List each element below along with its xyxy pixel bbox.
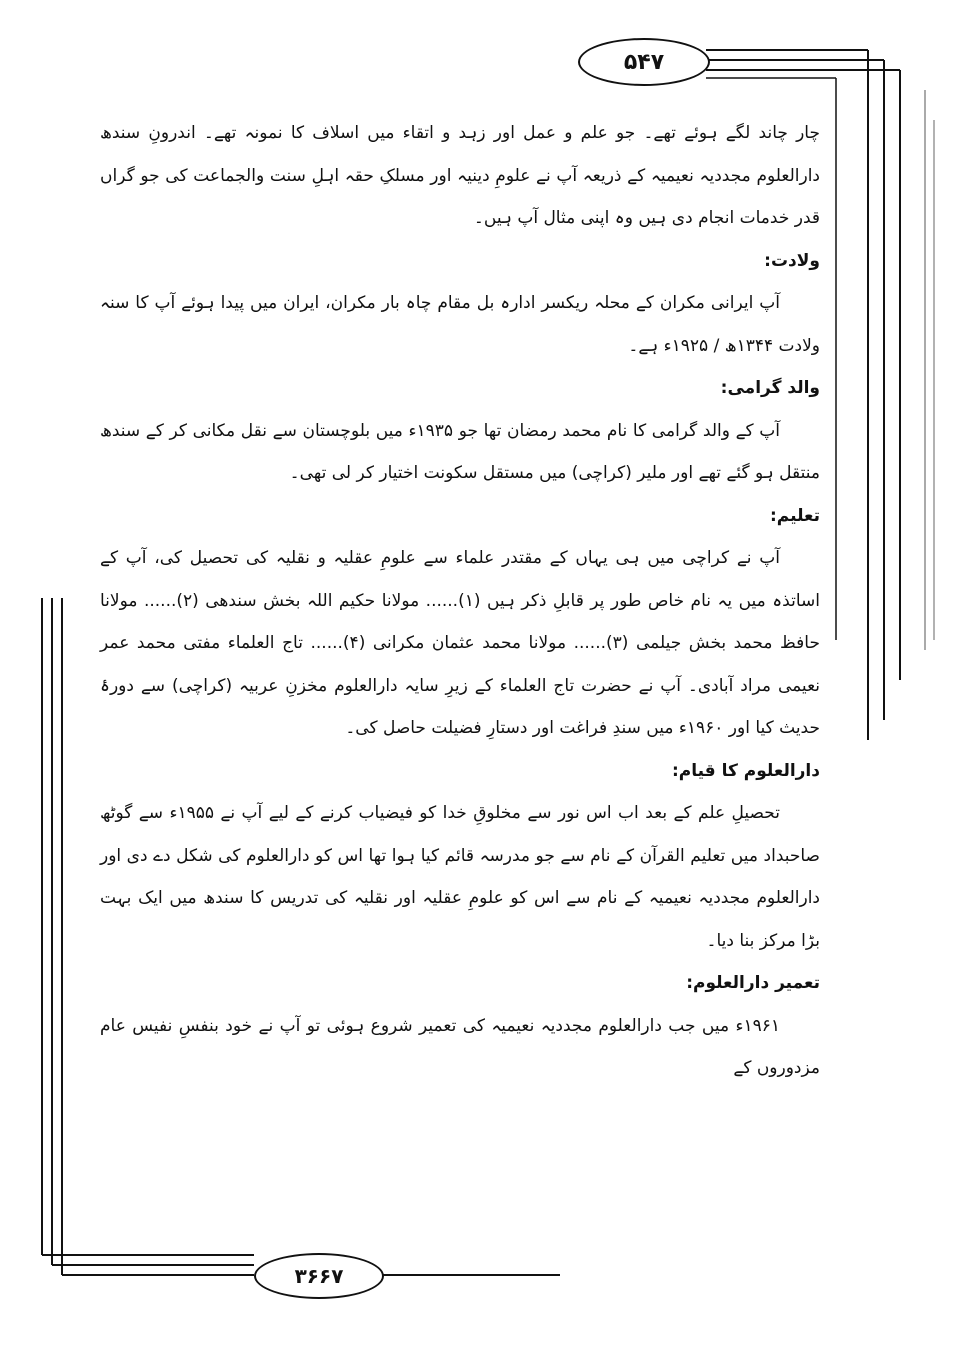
page-number-top: ۵۴۷ (578, 38, 710, 86)
section-heading: دارالعلوم کا قیام: (671, 760, 820, 781)
body-paragraph: آپ ایرانی مکران کے محلہ ریکسر ادارہ بل مقام چاہ بار مکران، ایران میں پیدا ہوئے آپ کا سنہ ولادت ۱۳۴۴ھ / ۱۹۲۵ء ہے۔ (100, 293, 820, 356)
body-paragraph: ۱۹۶۱ء میں جب دارالعلوم مجددیہ نعیمیہ کی تعمیر شروع ہوئی تو آپ نے خود بنفسِ نفیس عام مزدوروں کے (100, 1015, 820, 1078)
section-heading: والد گرامی: (720, 378, 820, 398)
page-body (100, 112, 820, 1090)
body-paragraph: تحصیلِ علم کے بعد اب اس نور سے مخلوقِ خدا کو فیضیاب کرنے کے لیے آپ نے ۱۹۵۵ء سے گوٹھ صاحبداد میں تعلیم القرآن کے نام سے جو مدرسہ قائم کیا ہوا تھا اس کو دارالعلوم کی شکل دے دی اور دارالعلوم مجددیہ نعیمیہ کے نام سے اس کو علومِ عقلیہ اور نقلیہ کی تدریس کا سندھ میں ایک بہت بڑا مرکز بنا دیا۔ (100, 803, 820, 951)
body-paragraph: چار چاند لگے ہوئے تھے۔ جو علم و عمل اور زہد و اتقاء میں اسلاف کا نمونہ تھے۔ اندرونِ سندھ دارالعلوم مجددیہ نعیمیہ کے ذریعہ آپ نے علومِ دینیہ اور مسلکِ حقہ اہلِ سنت والجماعت کی جو گراں قدر خدمات انجام دی ہیں وہ اپنی مثال آپ ہیں۔ (100, 123, 820, 228)
section-heading: تعلیم: (770, 505, 820, 526)
page-number-bottom: ۳۶۶۷ (254, 1253, 384, 1299)
section-heading: تعمیر دارالعلوم: (686, 973, 820, 993)
body-paragraph: آپ کے والد گرامی کا نام محمد رمضان تھا جو ۱۹۳۵ء میں بلوچستان سے نقل مکانی کر کے سندھ منتقل ہو گئے تھے اور ملیر (کراچی) میں مستقل سکونت اختیار کر لی تھی۔ (100, 420, 820, 483)
section-heading: ولادت: (764, 250, 820, 271)
body-paragraph: آپ نے کراچی میں ہی یہاں کے مقتدر علماء سے علومِ عقلیہ و نقلیہ کی تحصیل کی، آپ کے اساتذہ میں یہ نام خاص طور پر قابلِ ذکر ہیں (۱)...... مولانا حکیم اللہ بخش سندھی (۲)...... مولانا حافظ محمد بخش جیلمی (۳)...... مولانا محمد عثمان مکرانی (۴)...... تاج العلماء مفتی محمد عمر نعیمی مراد آبادی۔ آپ نے حضرت تاج العلماء کے زیرِ سایہ دارالعلوم مخزنِ عربیہ (کراچی) سے دورۂ حدیث کیا اور ۱۹۶۰ء میں سندِ فراغت اور دستارِ فضیلت حاصل کی۔ (100, 548, 820, 738)
